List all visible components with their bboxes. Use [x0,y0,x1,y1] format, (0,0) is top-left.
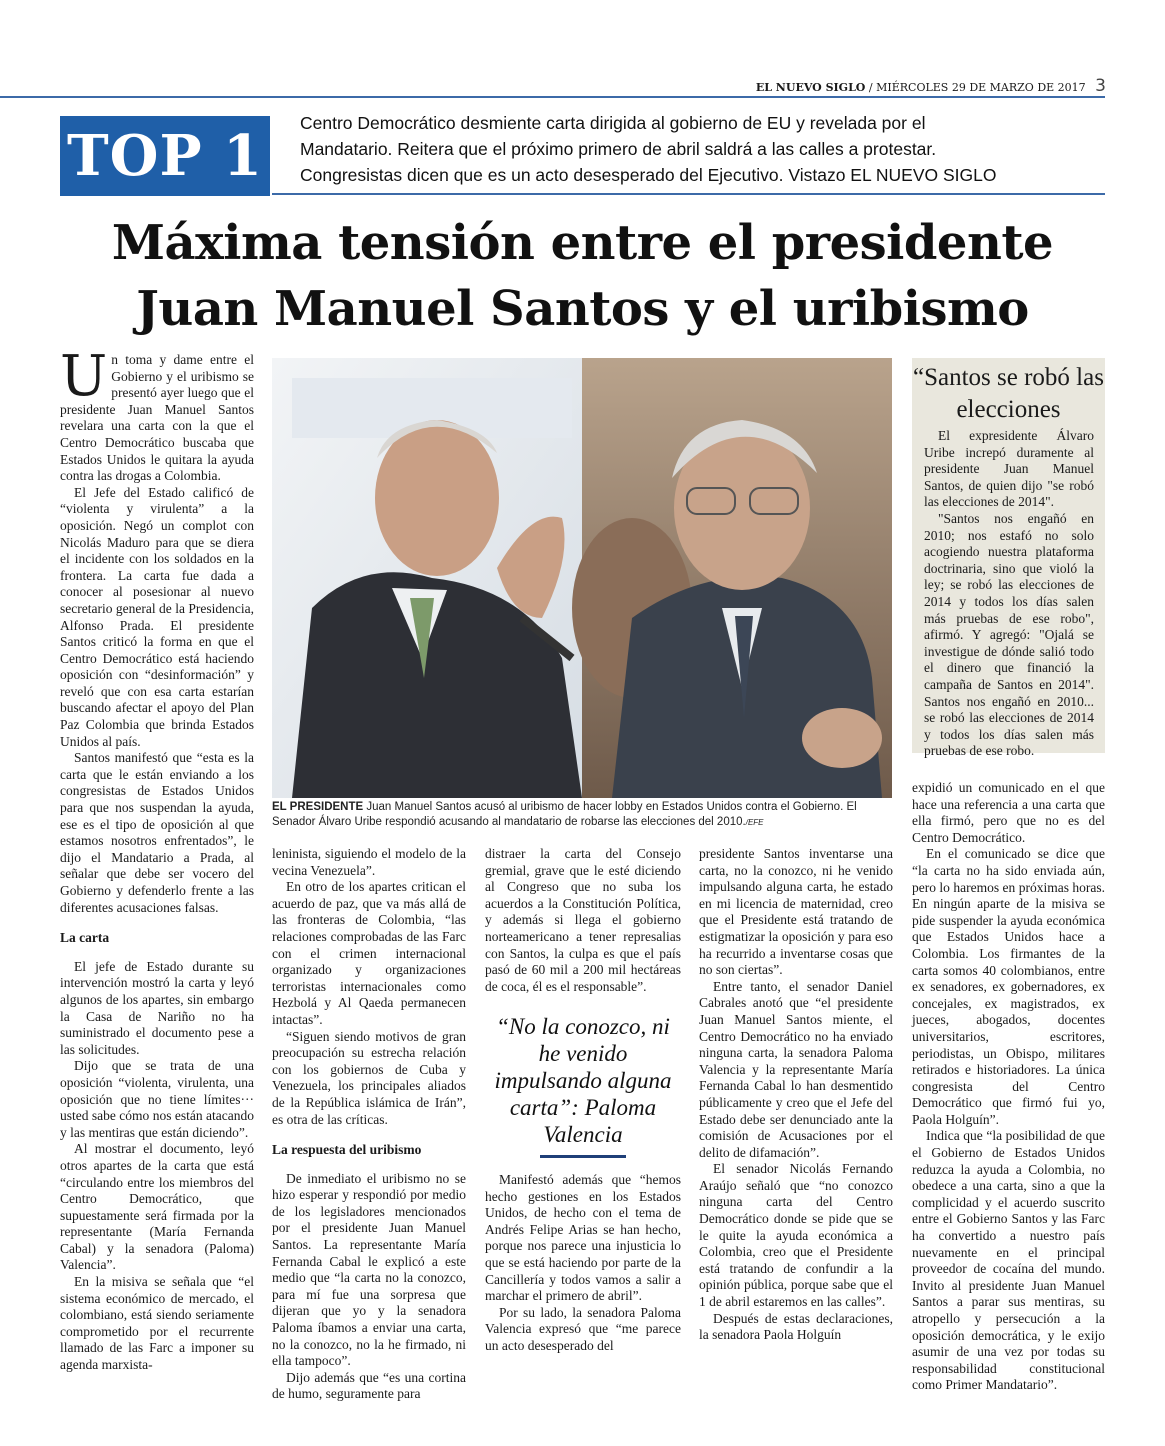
header-rule [0,96,1105,98]
article-column-2 [272,846,466,1403]
headline-line: Máxima tensión entre el presidente [111,215,1054,271]
headline-line: Juan Manuel Santos y el uribismo [136,281,1029,337]
paragraph: Indica que “la posibilidad de que el Gobierno de Estados Unidos reduzca la ayuda a Colombia, no obedece a una carta, sino a que la complicidad y el acuerdo suscrito entre el Gobierno Santos y las Farc ha convertido a nuestro país nuevamente en el principal proveedor de cocaína del mundo. Invito al presidente Juan Manuel Santos a parar sus mentiras, su atropello y persecución a la oposición democrática, y le exijo asumir de una vez por todas su responsabilidad constitucional como Primer Mandatario”. [912,1128,1105,1393]
article-deck [300,110,1110,188]
drop-cap: U [60,344,108,409]
paragraph: "Santos nos engañó en 2010; nos estafó no solo acogiendo nuestra plataforma doctrinaria, sino que violó la ley; se robó las elecciones de 2014 y todos los días salen más pruebas de ese robo", afirmó. Y agregó: "Ojalá se investigue de dónde salió todo el dinero que financió la campaña de Santos en 2014". Santos nos engañó en 2010... se robó las elecciones de 2014 y todos los días salen más pruebas de ese robo. [924,510,1094,759]
paragraph: distraer la carta del Consejo gremial, grave que le esté diciendo al Congreso que no suba los acuerdos a la Constitución Política, y además si llega el gobierno norteamericano a tener represalias con Santos, la culpa es que el país pasó de 60 mil a 200 mil hectáreas de coca, él es el responsable”. [485,846,681,994]
caption-lead: EL PRESIDENTE [272,801,364,813]
subheading: La carta [60,930,110,946]
paragraph: Al mostrar el documento, leyó otros apartes de la carta que está “circulando entre los miembros del Centro Democrático, que supuestamente será firmada por la representante (María Fernanda Cabal) y la senadora (Paloma) Valencia”. [60,1141,254,1273]
paragraph: Entre tanto, el senador Daniel Cabrales anotó que “el presidente Juan Manuel Santos miente, el Centro Democrático no ha enviado ninguna carta, la senadora Paloma Valencia y la representante María Fernanda Cabal lo han desmentido públicamente y creo que el Jefe del Estado debe ser denunciado ante la comisión de Acusaciones por el delito de difamación”. [699,978,893,1160]
pull-quote-rule [540,1155,626,1158]
issue-date: / MIÉRCOLES 29 DE MARZO DE 2017 [868,81,1086,94]
article-column-4 [699,846,893,1344]
paragraph: En otro de los apartes critican el acuerdo de paz, que va más allá de las fronteras de Colombia, “las relaciones comprobadas de las Farc con el crimen internacional organizado y organizaciones terroristas internacionales como Hezbolá y Al Qaeda permanecen intactas”. [272,879,466,1027]
paragraph: presidente Santos inventarse una carta, no la conozco, ni he venido impulsando alguna carta, he estado en mi licencia de maternidad, creo que el Presidente está tratando de estigmatizar la oposición y para eso ha recurrido a inventarse cosas que no son ciertas”. [699,846,893,978]
section-badge: TOP 1 [60,116,270,196]
article-column-1 [60,344,254,1374]
article-column-5 [912,780,1105,1394]
headline [60,210,1105,342]
page-folio [740,76,1106,96]
photo-uribe [572,358,892,798]
paragraph: El jefe de Estado durante su intervención mostró la carta y leyó algunos de los apartes, sin embargo la Casa de Nariño no ha suministrado el documento pese a las solicitudes. [60,958,254,1057]
deck-line: Congresistas dicen que es un acto desesperado del Ejecutivo. Vistazo EL NUEVO SIGLO [300,165,997,185]
paragraph: El senador Nicolás Fernando Araújo señaló que “no conozco ninguna carta del Centro Democrático donde se pide que se le quite la ayuda económica a Colombia, creo que el Presidente está tratando de confundir a la opinión pública, porque sabe que el 1 de abril estaremos en las calles”. [699,1161,893,1310]
pull-quote: “No la conozco, ni he venido impulsando alguna carta”: Paloma Valencia [494,1014,672,1147]
paragraph: En la misiva se señala que “el sistema económico de mercado, el colombiano, está siendo seriamente comprometido por el recurrente llamado de las Farc a imponer su agenda marxista- [60,1274,254,1373]
lead-photo [272,358,892,798]
paragraph: Santos manifestó que “esta es la carta que le están enviando a los congresistas de Estados Unidos para que nos suspendan la ayuda, ese es el tipo de oposición al que estamos nosotros enfrentados”, le dijo el Mandatario a Prada, al señalar que debe ser vocero del Gobierno y defenderlo frente a las diferentes acusaciones falsas. [60,750,254,915]
subheading: La respuesta del uribismo [272,1142,422,1158]
photo-santos [272,358,582,798]
deck-rule [272,193,1105,195]
newspaper-name: EL NUEVO SIGLO [755,81,866,94]
paragraph: El Jefe del Estado calificó de “violenta y virulenta” a la oposición. Negó un complot con Nicolás Maduro para que se diera el incidente con los soldados en la frontera. La carta fue dada a conocer al posesionar al nuevo secretario general de la Presidencia, Alfonso Prada. El presidente Santos criticó la forma en que el Centro Democrático está haciendo oposición con “desinformación” y reveló que con esa carta estarían buscando afectar el apoyo del Plan Paz Colombia que brinda Estados Unidos al país. [60,484,254,749]
paragraph: Después de estas declaraciones, la senadora Paola Holguín [699,1310,893,1343]
paragraph: leninista, siguiendo el modelo de la vecina Venezuela”. [272,846,466,878]
paragraph: De inmediato el uribismo no se hizo esperar y respondió por medio de los legisladores mencionados por el presidente Juan Manuel Santos. La representante María Fernanda Cabal le explicó a este medio que “la carta no la conozco, para mí fue una sorpresa que dijeran que yo y la senadora Paloma íbamos a enviar una carta, no la conozco, no la he firmado, ni ella tampoco”. [272,1170,466,1369]
article-column-3 [485,846,681,995]
paragraph: Dijo que se trata de una oposición “violenta, virulenta, una oposición que no tiene límites··· usted sabe cómo nos están atacando y las mentiras que están diciendo”. [60,1058,254,1140]
paragraph: Manifestó además que “hemos hecho gestiones en los Estados Unidos, de hecho con el tema de Andrés Felipe Arias se han hecho, porque nos parece una injusticia lo que se está haciendo por parte de la Cancillería y todos vamos a salir a marchar el primero de abril”. [485,1172,681,1304]
sidebar-title: “Santos se robó las elecciones [913,364,1104,423]
deck-line: Centro Democrático desmiente carta dirigida al gobierno de EU y revelada por el [300,113,926,133]
paragraph: “Siguen siendo motivos de gran preocupación su estrecha relación con los gobiernos de Cuba y Venezuela, los principales aliados de la República islámica de Irán”, es otra de las críticas. [272,1028,466,1127]
paragraph: Dijo además que “es una cortina de humo, seguramente para [272,1369,466,1402]
paragraph: Por su lado, la senadora Paloma Valencia expresó que “me parece un acto desesperado del [485,1304,681,1353]
paragraph: expidió un comunicado en el que hace una referencia a una carta que ella firmó, pero que no es del Centro Democrático. [912,780,1105,845]
paragraph: n toma y dame entre el Gobierno y el uribismo se presentó ayer luego que el presidente Juan Manuel Santos revelara una carta con la que el Centro Democrático buscaba que Estados Unidos le quitara la ayuda contra las drogas a Colombia. [60,352,254,484]
caption-text: Juan Manuel Santos acusó al uribismo de hacer lobby en Estados Unidos contra el Gobierno. El Senador Álvaro Uribe respondió acusando al mandatario de robarse las elecciones del 2010. [272,801,857,828]
sidebar-body [924,428,1094,760]
photo-credit: /EFE [745,818,764,827]
article-column-3-continued [485,1172,681,1355]
photo-caption [272,800,892,830]
page-number: 3 [1095,76,1106,96]
paragraph: El expresidente Álvaro Uribe increpó duramente al presidente Juan Manuel Santos, de quien dijo "se robó las elecciones de 2014". [924,428,1094,510]
deck-line: Mandatario. Reitera que el próximo primero de abril saldrá a las calles a protestar. [300,139,937,159]
paragraph: En el comunicado se dice que “la carta no ha sido enviada aún, pero lo haremos en próximas horas. En ningún aparte de la misiva se pide suspender la ayuda económica que Estados Unidos hace a Colombia. Los firmantes de la carta somos 40 colombianos, entre ex senadores, ex gobernadores, ex concejales, ex magistrados, ex jueces, abogados, docentes universitarios, escritores, periodistas, un Obispo, militares retirados e historiadores. La única congresista del Centro Democrático que firmó fui yo, Paola Holguín”. [912,846,1105,1127]
